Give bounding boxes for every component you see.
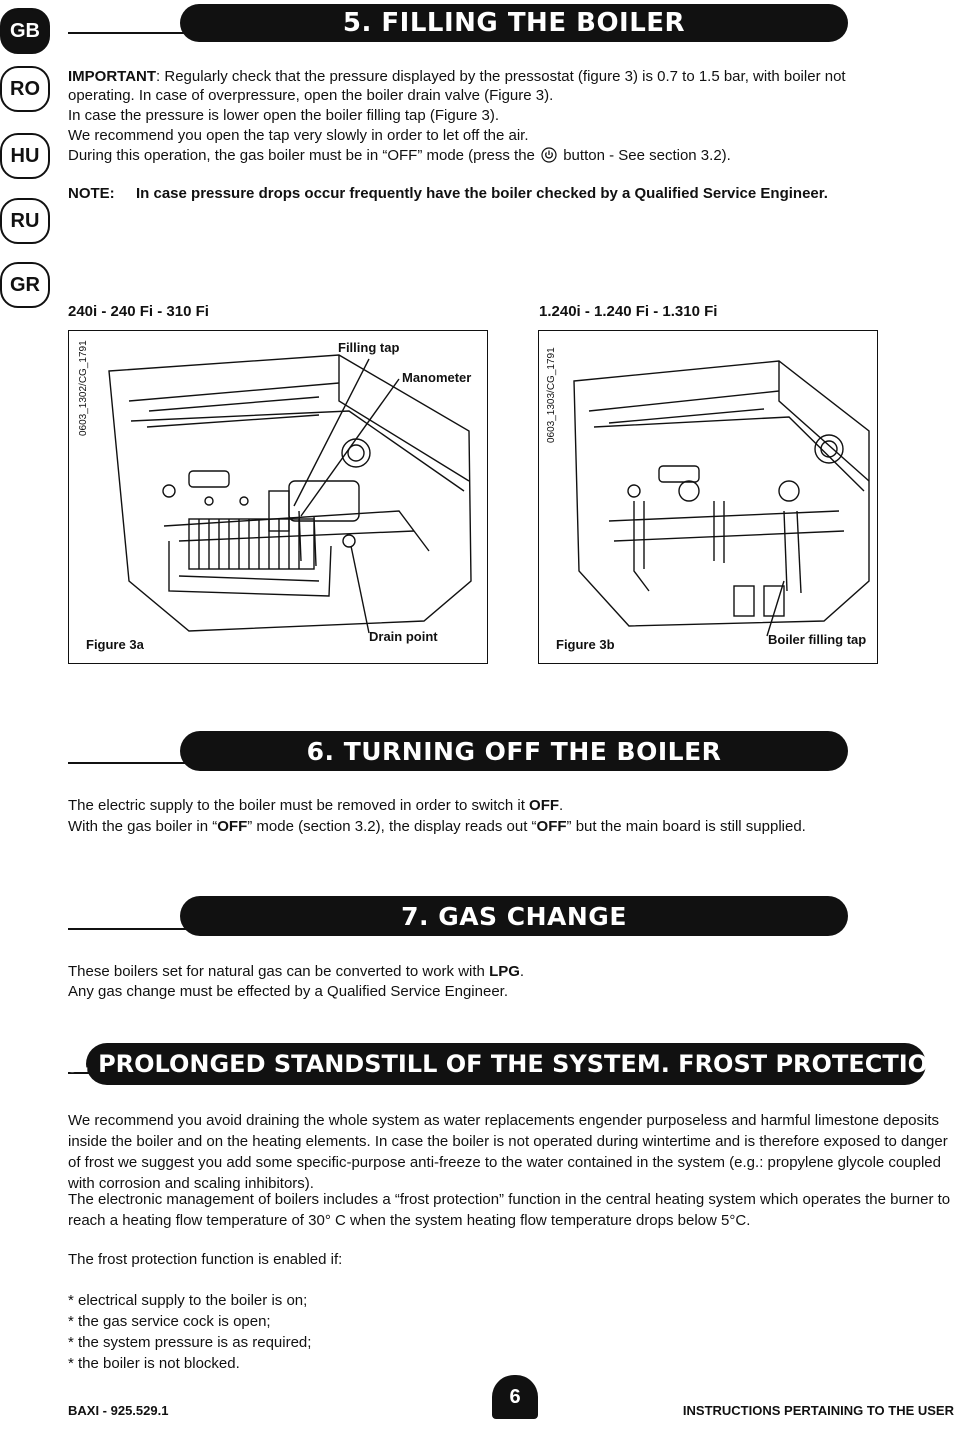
section8-title: 8. PROLONGED STANDSTILL OF THE SYSTEM. FROST PROTECTION [86,1043,926,1085]
figure-3b-code: 0603_1303/CG_1791 [546,347,557,443]
lang-tab-ro[interactable]: RO [0,66,50,112]
figure-3a-caption: Figure 3a [86,637,144,652]
frost-condition-item: * the boiler is not blocked. [68,1355,240,1372]
important-line-2: operating. In case of overpressure, open the boiler drain valve (Figure 3). [68,87,554,104]
section5-title: 5. FILLING THE BOILER [180,4,848,42]
power-button-icon [541,147,557,163]
frost-enabled-intro: The frost protection function is enabled if: [68,1251,343,1268]
section7-line-2: Any gas change must be effected by a Qualified Service Engineer. [68,983,508,1000]
footer-left: BAXI - 925.529.1 [68,1403,169,1418]
manometer-label: Manometer [402,370,472,385]
important-line-5: During this operation, the gas boiler must be in “OFF” mode (press the button - See section 3.2). [68,147,731,164]
note-text: In case pressure drops occur frequently have the boiler checked by a Qualified Service Engineer. [136,185,828,202]
drain-point-leader [351,546,369,633]
frost-condition-item: * the system pressure is as required; [68,1334,312,1351]
figure-3b-box [538,330,878,664]
important-line-1: IMPORTANT: Regularly check that the pressure displayed by the pressostat (figure 3) is 0.7 to 1.5 bar, with boiler not [68,68,846,85]
section6-line-2: With the gas boiler in “OFF” mode (section 3.2), the display reads out “OFF” but the main board is still supplied. [68,818,806,835]
figure-3b-caption: Figure 3b [556,637,615,652]
lang-tab-ru[interactable]: RU [0,198,50,244]
boiler-filling-tap-leader [767,581,784,636]
boiler-diagram-right [539,331,877,663]
section6-line-1: The electric supply to the boiler must be removed in order to switch it OFF. [68,797,564,814]
figure-3a-code: 0603_1302/CG_1791 [78,340,89,436]
section7-title: 7. GAS CHANGE [180,896,848,936]
frost-condition-item: * electrical supply to the boiler is on; [68,1292,308,1309]
boiler-filling-tap-label: Boiler filling tap [768,632,867,647]
frost-condition-item: * the gas service cock is open; [68,1313,271,1330]
drain-point-label: Drain point [369,629,438,644]
figure-left-title: 240i - 240 Fi - 310 Fi [68,303,209,320]
section6-title: 6. TURNING OFF THE BOILER [180,731,848,771]
page-number: 6 [492,1375,538,1419]
lang-tab-gr[interactable]: GR [0,262,50,308]
footer-right: INSTRUCTIONS PERTAINING TO THE USER [682,1403,954,1418]
section8-paragraph-1: We recommend you avoid draining the whole system as water replacements engender purposeless and harmful limestone deposits inside the boiler and on the heating elements. In case the boiler is not operated during wintertime and is therefore exposed to danger of frost we suggest you add some specific-purpose anti-freeze to the water contained in the system (e.g.: propylene glycole coupled with corrosion and scaling inhibitors). [68,1112,948,1192]
figure-right-title: 1.240i - 1.240 Fi - 1.310 Fi [539,303,718,320]
section8-paragraph-2: The electronic management of boilers includes a “frost protection” function in the central heating system which operates the burner to reach a heating flow temperature of 30° C when the system heating flow temperature drops below 5°C. [68,1191,951,1229]
section7-line-1: These boilers set for natural gas can be converted to work with LPG. [68,963,525,980]
important-line-3: In case the pressure is lower open the boiler filling tap (Figure 3). [68,107,500,124]
important-line-4: We recommend you open the tap very slowly in order to let off the air. [68,127,529,144]
lang-tab-hu[interactable]: HU [0,133,50,179]
filling-tap-label: Filling tap [338,340,400,355]
note-label: NOTE: [68,185,115,202]
manometer-leader [301,379,399,516]
lang-tab-gb[interactable]: GB [0,8,50,54]
